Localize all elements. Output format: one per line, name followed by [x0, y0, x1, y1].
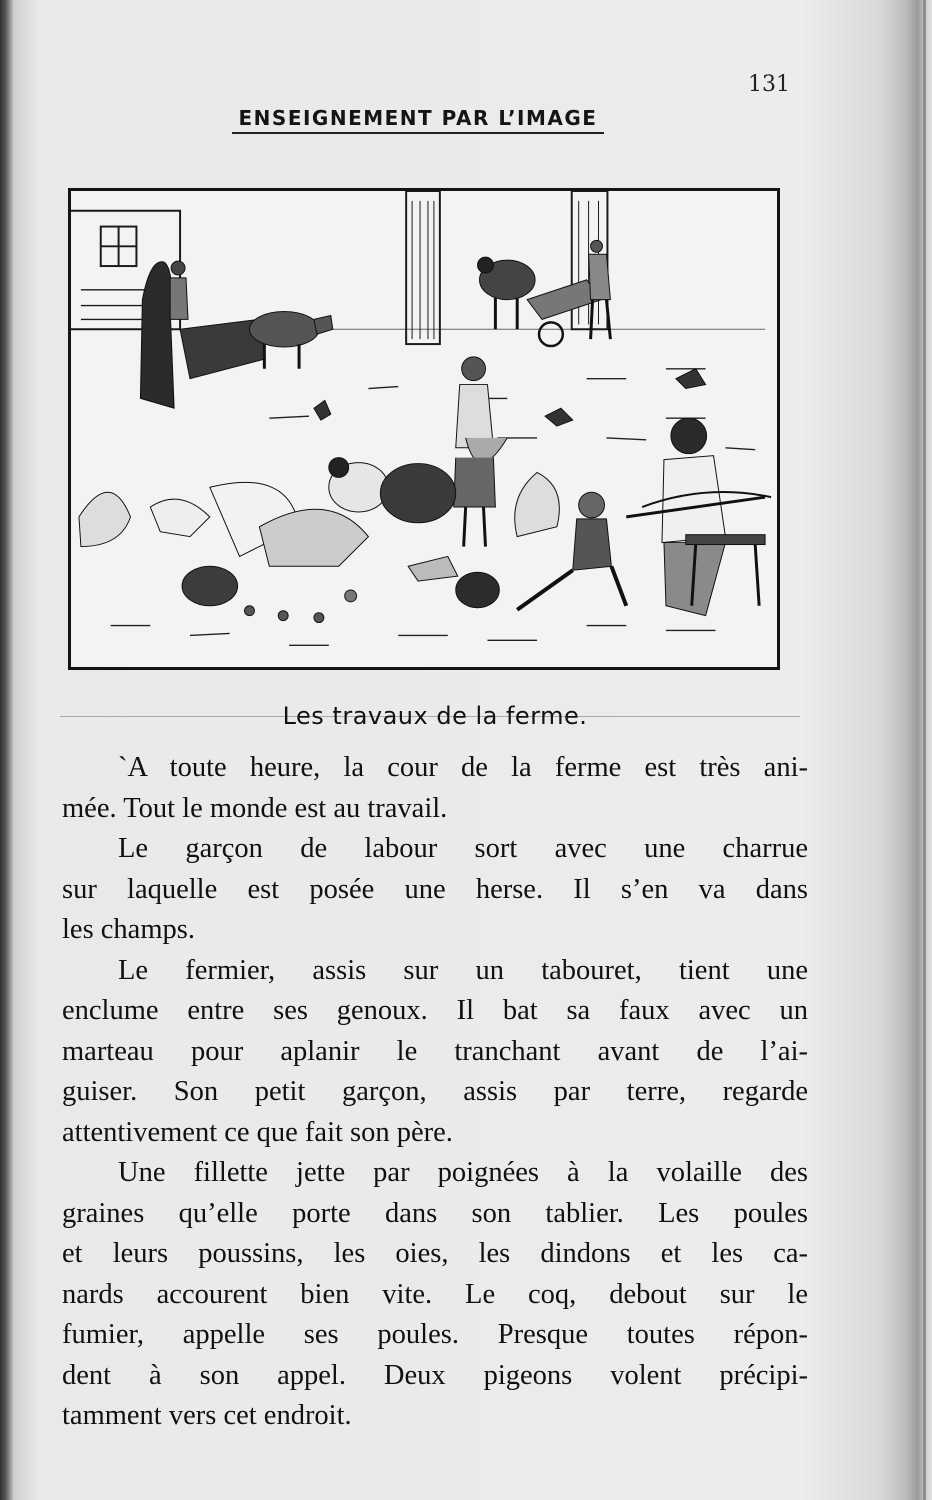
man-with-cart — [170, 261, 265, 379]
pigeons — [314, 369, 706, 426]
oxen-and-plough — [478, 240, 611, 346]
body-text — [62, 748, 808, 1437]
text-line: sur laquelle est posée une herse. Il s’en va dans — [62, 873, 808, 905]
page-number: 131 — [748, 72, 790, 97]
text-line: fumier, appelle ses poules. Presque toutes répon- — [62, 1319, 808, 1350]
farm-illustration — [68, 188, 780, 670]
text-line: les champs. — [62, 914, 195, 945]
text-line: et leurs poussins, les oies, les dindons et les ca- — [62, 1238, 808, 1269]
text-line: Une fillette jette par poignées à la volaille des — [118, 1157, 808, 1188]
text-line: dent à son appel. Deux pigeons volent précipi- — [62, 1359, 808, 1391]
text-line: marteau pour aplanir le tranchant avant de l’ai- — [62, 1035, 808, 1067]
figure-caption: Les travaux de la ferme. — [282, 702, 588, 730]
text-line: enclume entre ses genoux. Il bat sa faux avec un — [62, 995, 808, 1026]
text-line: Le garçon de labour sort avec une charrue — [118, 833, 808, 864]
girl-feeding — [454, 357, 508, 547]
text-line: tamment vers cet endroit. — [62, 1400, 352, 1431]
text-line: guiser. Son petit garçon, assis par terre, regarde — [62, 1076, 808, 1107]
text-line: graines qu’elle porte dans son tablier. Les poules — [62, 1197, 808, 1229]
running-head: ENSEIGNEMENT PAR L’IMAGE — [232, 106, 604, 134]
paragraph-2 — [62, 829, 808, 951]
text-line: `A toute heure, la cour de la ferme est très ani- — [118, 752, 808, 783]
paragraph-4 — [62, 1153, 808, 1437]
paragraph-3 — [62, 951, 808, 1154]
farmer-with-scythe — [626, 418, 771, 616]
text-line: mée. Tout le monde est au travail. — [62, 792, 448, 824]
text-line: nards accourent bien vite. Le coq, debout sur le — [62, 1278, 808, 1310]
text-line: attentivement ce que fait son père. — [62, 1116, 453, 1148]
paragraph-1 — [62, 748, 808, 829]
hooded-figure — [140, 262, 174, 409]
page-edge — [923, 0, 926, 1500]
farmyard-engraving — [71, 191, 777, 667]
text-line: Le fermier, assis sur un tabouret, tient une — [118, 954, 808, 986]
